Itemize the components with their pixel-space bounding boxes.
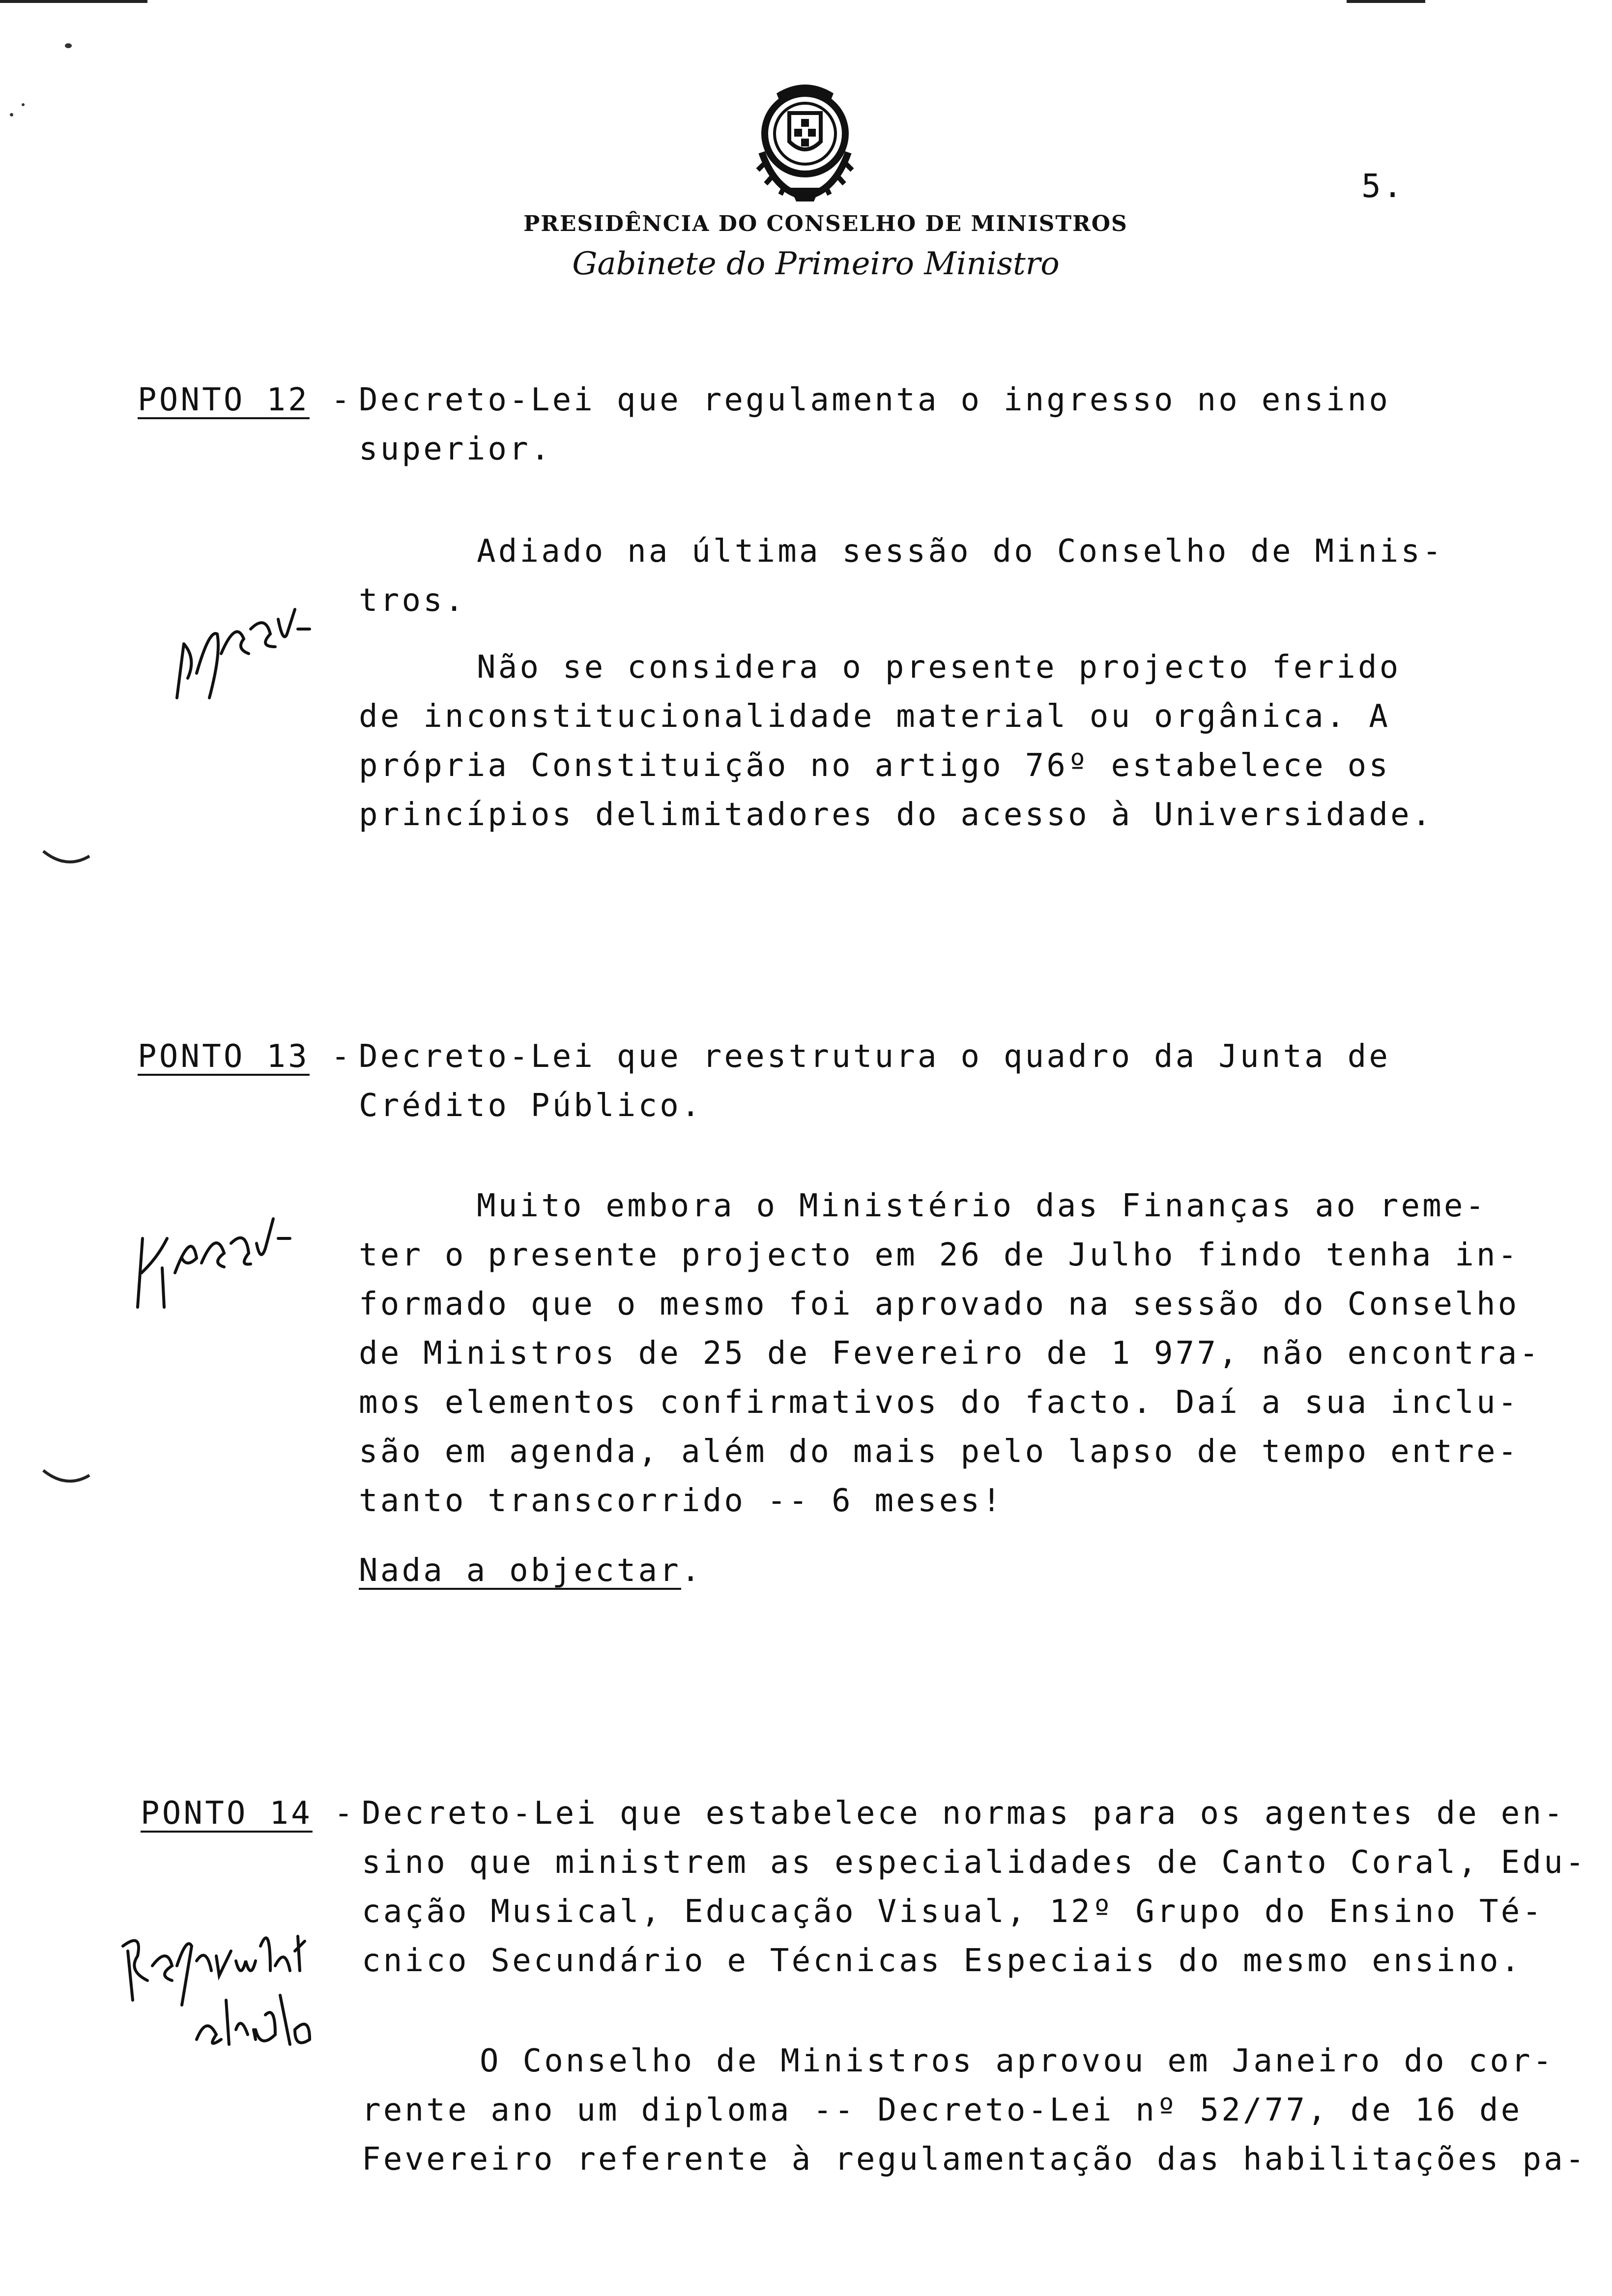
handwritten-annotation <box>162 600 319 708</box>
header-title: PRESIDÊNCIA DO CONSELHO DE MINISTROS <box>523 211 1128 236</box>
scan-speck <box>22 103 25 106</box>
paragraph-line: Fevereiro referente à regulamentação das habilitações pa- <box>362 2141 1587 2178</box>
paragraph-line: Não se considera o presente projecto ferido <box>477 649 1401 686</box>
item-title-line: Decreto-Lei que regulamenta o ingresso no ensino <box>359 382 1391 418</box>
item-label: PONTO 13 - <box>138 1038 374 1075</box>
paragraph-line: Muito embora o Ministério das Finanças ao reme- <box>477 1188 1487 1224</box>
item-title-line: sino que ministrem as especialidades de Canto Coral, Edu- <box>362 1844 1587 1881</box>
paragraph-line: de inconstitucionalidade material ou orgânica. A <box>359 698 1391 735</box>
item-title-line: superior. <box>359 431 552 467</box>
item-title-line: Crédito Público. <box>359 1088 703 1124</box>
paragraph-line: princípios delimitadores do acesso à Universidade. <box>359 797 1434 833</box>
conclusion-line: Nada a objectar. <box>359 1552 703 1589</box>
paragraph-line: própria Constituição no artigo 76º estabelece os <box>359 747 1391 784</box>
handwritten-annotation <box>128 1209 305 1317</box>
paragraph-line: tanto transcorrido -- 6 meses! <box>359 1483 1004 1519</box>
punch-hole-mark <box>39 1464 93 1494</box>
scan-edge-line <box>0 0 147 3</box>
paragraph-line: mos elementos confirmativos do facto. Daí a sua inclu- <box>359 1384 1520 1421</box>
paragraph-line: ter o presente projecto em 26 de Julho findo tenha in- <box>359 1237 1520 1273</box>
item-label: PONTO 14 - <box>141 1795 377 1832</box>
paragraph-line: O Conselho de Ministros aprovou em Janeiro do cor- <box>480 2043 1554 2079</box>
paragraph-line: são em agenda, além do mais pelo lapso de tempo entre- <box>359 1434 1520 1470</box>
paragraph-line: de Ministros de 25 de Fevereiro de 1 977, não encontra- <box>359 1335 1541 1372</box>
scan-edge-line <box>1347 0 1425 3</box>
item-title-line: cação Musical, Educação Visual, 12º Grupo do Ensino Té- <box>362 1894 1544 1930</box>
header-subtitle: Gabinete do Primeiro Ministro <box>572 246 1060 282</box>
paragraph-line: Adiado na última sessão do Conselho de Minis- <box>477 533 1444 570</box>
scan-speck <box>10 113 13 116</box>
paragraph-line: tros. <box>359 582 466 619</box>
scan-speck <box>65 43 72 48</box>
item-title-line: Decreto-Lei que estabelece normas para os agentes de en- <box>362 1795 1565 1832</box>
paragraph-line: formado que o mesmo foi aprovado na sessão do Conselho <box>359 1286 1520 1322</box>
page-number: 5. <box>1361 167 1405 205</box>
coat-of-arms-icon <box>731 79 879 206</box>
item-title-line: Decreto-Lei que reestrutura o quadro da Junta de <box>359 1038 1391 1075</box>
item-title-line: cnico Secundário e Técnicas Especiais do mesmo ensino. <box>362 1943 1523 1979</box>
item-label: PONTO 12 - <box>138 382 374 418</box>
punch-hole-mark <box>39 845 93 875</box>
paragraph-line: rente ano um diploma -- Decreto-Lei nº 52/77, de 16 de <box>362 2092 1523 2128</box>
handwritten-annotation <box>108 1917 344 2064</box>
